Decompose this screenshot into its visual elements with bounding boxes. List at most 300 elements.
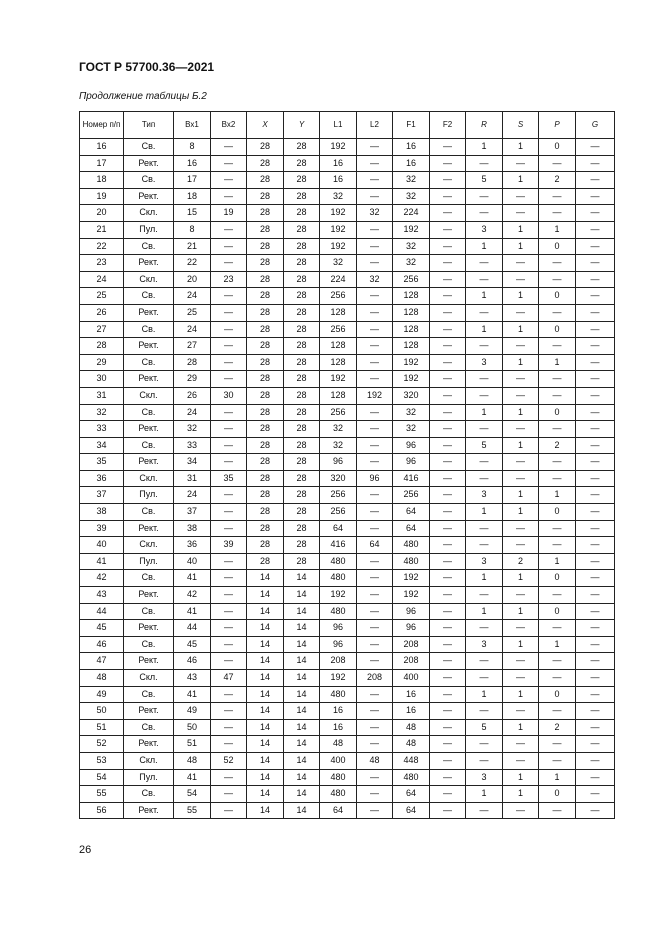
- table-cell: —: [503, 520, 539, 537]
- table-cell: 14: [284, 653, 320, 670]
- table-cell: —: [576, 686, 615, 703]
- table-cell: —: [576, 304, 615, 321]
- table-cell: 1: [503, 636, 539, 653]
- table-cell: 16: [393, 703, 430, 720]
- table-row: [80, 769, 615, 786]
- table-cell: Рект.: [124, 304, 174, 321]
- table-cell: —: [211, 255, 247, 272]
- table-cell: —: [211, 221, 247, 238]
- table-cell: —: [466, 371, 503, 388]
- table-cell: 21: [174, 238, 211, 255]
- table-cell: 28: [247, 454, 284, 471]
- table-cell: —: [357, 587, 393, 604]
- table-row: [80, 686, 615, 703]
- table-cell: —: [430, 636, 466, 653]
- table-row: [80, 288, 615, 305]
- table-cell: —: [430, 719, 466, 736]
- table-cell: —: [539, 155, 576, 172]
- table-cell: 28: [284, 371, 320, 388]
- column-header: R: [466, 112, 503, 139]
- table-cell: 28: [284, 470, 320, 487]
- table-cell: Скл.: [124, 537, 174, 554]
- table-cell: 1: [466, 570, 503, 587]
- table-cell: 14: [284, 686, 320, 703]
- table-cell: —: [430, 387, 466, 404]
- table-cell: —: [430, 752, 466, 769]
- table-cell: —: [576, 636, 615, 653]
- table-cell: 1: [503, 288, 539, 305]
- table-cell: —: [211, 786, 247, 803]
- table-cell: 27: [80, 321, 124, 338]
- table-cell: 1: [503, 504, 539, 521]
- table-cell: 50: [80, 703, 124, 720]
- table-cell: 14: [284, 786, 320, 803]
- table-cell: 1: [539, 487, 576, 504]
- table-cell: 2: [503, 553, 539, 570]
- table-cell: —: [503, 587, 539, 604]
- table-cell: —: [503, 802, 539, 819]
- table-cell: —: [211, 188, 247, 205]
- table-cell: 64: [393, 786, 430, 803]
- column-header: Bx1: [174, 112, 211, 139]
- table-cell: 14: [247, 620, 284, 637]
- table-cell: 480: [320, 603, 357, 620]
- table-cell: 36: [80, 470, 124, 487]
- table-cell: —: [357, 338, 393, 355]
- table-cell: —: [466, 537, 503, 554]
- table-cell: —: [503, 188, 539, 205]
- table-cell: Скл.: [124, 271, 174, 288]
- table-cell: —: [466, 587, 503, 604]
- table-cell: 28: [284, 553, 320, 570]
- table-cell: 1: [466, 139, 503, 156]
- table-cell: 38: [80, 504, 124, 521]
- table-cell: —: [357, 620, 393, 637]
- table-cell: —: [576, 653, 615, 670]
- table-row: [80, 603, 615, 620]
- table-cell: 16: [393, 155, 430, 172]
- table-cell: —: [357, 653, 393, 670]
- table-cell: 14: [247, 703, 284, 720]
- table-cell: 28: [247, 470, 284, 487]
- table-cell: 30: [211, 387, 247, 404]
- table-cell: —: [466, 752, 503, 769]
- table-cell: 44: [80, 603, 124, 620]
- table-cell: Св.: [124, 603, 174, 620]
- table-cell: Св.: [124, 437, 174, 454]
- column-header: G: [576, 112, 615, 139]
- table-cell: 32: [393, 172, 430, 189]
- table-cell: 0: [539, 139, 576, 156]
- column-header: P: [539, 112, 576, 139]
- table-cell: Св.: [124, 504, 174, 521]
- table-cell: —: [357, 487, 393, 504]
- table-cell: 256: [320, 404, 357, 421]
- table-cell: 208: [320, 653, 357, 670]
- table-cell: 480: [393, 537, 430, 554]
- table-cell: 28: [284, 221, 320, 238]
- table-cell: —: [430, 304, 466, 321]
- table-cell: 28: [247, 354, 284, 371]
- table-cell: 256: [320, 321, 357, 338]
- table-cell: 0: [539, 288, 576, 305]
- table-cell: 14: [247, 752, 284, 769]
- table-cell: 28: [284, 288, 320, 305]
- table-cell: 16: [320, 719, 357, 736]
- table-cell: —: [357, 255, 393, 272]
- table-cell: —: [576, 404, 615, 421]
- table-cell: 22: [174, 255, 211, 272]
- table-cell: 28: [174, 354, 211, 371]
- table-cell: 1: [466, 288, 503, 305]
- table-cell: —: [466, 520, 503, 537]
- table-cell: 23: [80, 255, 124, 272]
- table-cell: —: [539, 520, 576, 537]
- table-cell: 28: [284, 454, 320, 471]
- table-cell: 3: [466, 769, 503, 786]
- table-cell: 1: [503, 354, 539, 371]
- table-cell: 14: [247, 636, 284, 653]
- table-cell: 28: [247, 205, 284, 222]
- table-cell: —: [357, 139, 393, 156]
- table-cell: 14: [284, 587, 320, 604]
- table-cell: 29: [174, 371, 211, 388]
- table-cell: —: [539, 670, 576, 687]
- table-header-row: [80, 112, 615, 139]
- table-cell: Рект.: [124, 520, 174, 537]
- table-cell: Св.: [124, 354, 174, 371]
- table-cell: 28: [284, 520, 320, 537]
- table-cell: Св.: [124, 686, 174, 703]
- table-cell: 192: [320, 670, 357, 687]
- table-cell: Пул.: [124, 221, 174, 238]
- table-cell: Св.: [124, 636, 174, 653]
- table-cell: —: [576, 139, 615, 156]
- table-row: [80, 736, 615, 753]
- table-cell: 256: [320, 487, 357, 504]
- table-cell: 41: [174, 686, 211, 703]
- table-cell: —: [430, 139, 466, 156]
- column-header: Номер п/п: [80, 112, 124, 139]
- table-cell: 0: [539, 786, 576, 803]
- table-cell: —: [503, 271, 539, 288]
- table-cell: —: [430, 786, 466, 803]
- table-cell: 192: [320, 221, 357, 238]
- table-cell: —: [576, 786, 615, 803]
- table-cell: 20: [80, 205, 124, 222]
- table-cell: —: [503, 387, 539, 404]
- table-cell: —: [466, 155, 503, 172]
- table-cell: 48: [80, 670, 124, 687]
- table-cell: 128: [320, 387, 357, 404]
- table-cell: 480: [320, 686, 357, 703]
- table-cell: 1: [503, 221, 539, 238]
- table-cell: —: [430, 537, 466, 554]
- table-cell: 64: [320, 802, 357, 819]
- table-cell: 28: [247, 338, 284, 355]
- table-cell: —: [430, 703, 466, 720]
- table-cell: 3: [466, 354, 503, 371]
- table-cell: —: [211, 570, 247, 587]
- table-cell: —: [466, 255, 503, 272]
- table-cell: 50: [174, 719, 211, 736]
- table-cell: 256: [320, 504, 357, 521]
- table-cell: 24: [80, 271, 124, 288]
- table-cell: 14: [247, 769, 284, 786]
- table-cell: —: [466, 421, 503, 438]
- table-cell: —: [539, 752, 576, 769]
- table-cell: 28: [247, 155, 284, 172]
- table-cell: 192: [320, 587, 357, 604]
- table-cell: 22: [80, 238, 124, 255]
- table-row: [80, 570, 615, 587]
- table-cell: 1: [503, 603, 539, 620]
- table-cell: 480: [320, 570, 357, 587]
- column-header: L1: [320, 112, 357, 139]
- table-cell: —: [357, 736, 393, 753]
- table-cell: —: [211, 553, 247, 570]
- column-header: Bx2: [211, 112, 247, 139]
- table-cell: 48: [357, 752, 393, 769]
- table-cell: 40: [80, 537, 124, 554]
- table-cell: 48: [174, 752, 211, 769]
- table-cell: —: [503, 338, 539, 355]
- table-cell: —: [466, 670, 503, 687]
- table-cell: Рект.: [124, 587, 174, 604]
- table-cell: —: [357, 221, 393, 238]
- table-cell: 32: [174, 421, 211, 438]
- table-cell: —: [576, 188, 615, 205]
- table-cell: 14: [284, 636, 320, 653]
- table-cell: 96: [320, 620, 357, 637]
- table-cell: 0: [539, 321, 576, 338]
- table-cell: 1: [503, 570, 539, 587]
- table-cell: 31: [174, 470, 211, 487]
- table-cell: —: [430, 802, 466, 819]
- table-cell: 0: [539, 404, 576, 421]
- table-cell: 16: [320, 155, 357, 172]
- table-row: [80, 487, 615, 504]
- table-cell: 256: [393, 487, 430, 504]
- table-cell: Рект.: [124, 620, 174, 637]
- table-cell: 25: [80, 288, 124, 305]
- table-row: [80, 321, 615, 338]
- table-cell: Рект.: [124, 703, 174, 720]
- table-cell: 192: [320, 139, 357, 156]
- table-cell: —: [211, 802, 247, 819]
- table-cell: 64: [393, 504, 430, 521]
- table-cell: —: [430, 238, 466, 255]
- table-cell: —: [539, 188, 576, 205]
- table-cell: 43: [80, 587, 124, 604]
- table-cell: 51: [174, 736, 211, 753]
- table-cell: Св.: [124, 404, 174, 421]
- table-row: [80, 139, 615, 156]
- table-cell: —: [211, 686, 247, 703]
- table-cell: —: [539, 271, 576, 288]
- table-cell: 1: [503, 139, 539, 156]
- table-cell: —: [430, 404, 466, 421]
- table-cell: —: [430, 653, 466, 670]
- table-cell: 16: [393, 686, 430, 703]
- table-cell: Рект.: [124, 736, 174, 753]
- table-cell: 192: [357, 387, 393, 404]
- table-row: [80, 620, 615, 637]
- table-cell: 28: [284, 304, 320, 321]
- table-cell: —: [211, 620, 247, 637]
- column-header: F2: [430, 112, 466, 139]
- table-cell: —: [576, 205, 615, 222]
- table-cell: —: [211, 238, 247, 255]
- table-cell: 2: [539, 172, 576, 189]
- table-cell: 28: [247, 188, 284, 205]
- table-cell: 28: [284, 238, 320, 255]
- table-cell: 16: [320, 172, 357, 189]
- table-cell: —: [576, 321, 615, 338]
- table-row: [80, 238, 615, 255]
- table-cell: 208: [393, 636, 430, 653]
- table-cell: 400: [320, 752, 357, 769]
- table-cell: 1: [466, 686, 503, 703]
- table-cell: 8: [174, 221, 211, 238]
- table-cell: 42: [174, 587, 211, 604]
- table-cell: 49: [174, 703, 211, 720]
- table-cell: 1: [466, 321, 503, 338]
- table-cell: 0: [539, 238, 576, 255]
- table-cell: —: [357, 188, 393, 205]
- table-cell: —: [357, 437, 393, 454]
- table-cell: 192: [393, 587, 430, 604]
- table-cell: —: [430, 470, 466, 487]
- table-cell: —: [430, 255, 466, 272]
- table-row: [80, 271, 615, 288]
- table-cell: —: [211, 520, 247, 537]
- table-cell: 28: [247, 304, 284, 321]
- table-cell: 32: [80, 404, 124, 421]
- table-cell: Рект.: [124, 188, 174, 205]
- table-cell: —: [430, 338, 466, 355]
- table-cell: 32: [357, 271, 393, 288]
- table-cell: 64: [393, 802, 430, 819]
- table-cell: 1: [466, 786, 503, 803]
- table-cell: 34: [174, 454, 211, 471]
- table-cell: —: [211, 155, 247, 172]
- table-cell: 45: [80, 620, 124, 637]
- table-cell: —: [466, 205, 503, 222]
- table-cell: —: [211, 736, 247, 753]
- table-cell: —: [430, 371, 466, 388]
- table-cell: 32: [320, 255, 357, 272]
- table-row: [80, 255, 615, 272]
- table-cell: 33: [80, 421, 124, 438]
- table-cell: Рект.: [124, 421, 174, 438]
- table-cell: —: [357, 504, 393, 521]
- table-cell: 19: [211, 205, 247, 222]
- table-cell: —: [430, 155, 466, 172]
- table-cell: 45: [174, 636, 211, 653]
- table-cell: 29: [80, 354, 124, 371]
- table-cell: Скл.: [124, 670, 174, 687]
- table-caption: Продолжение таблицы Б.2: [79, 91, 207, 102]
- document-code: ГОСТ Р 57700.36—2021: [79, 60, 215, 74]
- table-cell: —: [576, 288, 615, 305]
- table-cell: 480: [393, 769, 430, 786]
- data-table: [79, 111, 615, 819]
- table-row: [80, 670, 615, 687]
- page-number: 26: [79, 844, 92, 856]
- table-cell: 28: [284, 205, 320, 222]
- table-cell: —: [503, 752, 539, 769]
- table-row: [80, 587, 615, 604]
- table-cell: —: [357, 802, 393, 819]
- table-cell: 192: [393, 570, 430, 587]
- table-cell: 28: [247, 238, 284, 255]
- table-cell: —: [576, 221, 615, 238]
- table-cell: 14: [247, 653, 284, 670]
- table-cell: 32: [393, 238, 430, 255]
- table-cell: 24: [174, 321, 211, 338]
- table-row: [80, 786, 615, 803]
- table-cell: 28: [247, 404, 284, 421]
- table-cell: 14: [284, 570, 320, 587]
- table-cell: Св.: [124, 570, 174, 587]
- table-cell: Рект.: [124, 653, 174, 670]
- table-cell: 1: [539, 769, 576, 786]
- table-cell: —: [430, 603, 466, 620]
- table-cell: 48: [320, 736, 357, 753]
- table-cell: —: [576, 553, 615, 570]
- table-cell: 14: [284, 752, 320, 769]
- table-cell: —: [466, 653, 503, 670]
- table-cell: 47: [80, 653, 124, 670]
- table-cell: —: [503, 670, 539, 687]
- column-header: Y: [284, 112, 320, 139]
- table-cell: —: [357, 155, 393, 172]
- table-cell: 47: [211, 670, 247, 687]
- column-header: X: [247, 112, 284, 139]
- table-cell: 64: [320, 520, 357, 537]
- table-cell: —: [466, 188, 503, 205]
- table-cell: 37: [80, 487, 124, 504]
- table-row: [80, 437, 615, 454]
- table-cell: 5: [466, 437, 503, 454]
- table-row: [80, 421, 615, 438]
- table-cell: Скл.: [124, 205, 174, 222]
- table-cell: 16: [80, 139, 124, 156]
- table-cell: Св.: [124, 288, 174, 305]
- table-cell: 480: [320, 553, 357, 570]
- table-cell: 17: [174, 172, 211, 189]
- table-cell: 28: [284, 139, 320, 156]
- table-cell: —: [539, 371, 576, 388]
- table-cell: —: [357, 288, 393, 305]
- table-cell: 320: [320, 470, 357, 487]
- table-cell: 23: [211, 271, 247, 288]
- table-cell: —: [211, 371, 247, 388]
- table-cell: —: [539, 736, 576, 753]
- table-cell: 1: [503, 487, 539, 504]
- table-cell: —: [211, 421, 247, 438]
- table-cell: —: [211, 719, 247, 736]
- table-cell: 17: [80, 155, 124, 172]
- table-cell: —: [539, 338, 576, 355]
- table-cell: —: [430, 487, 466, 504]
- table-row: [80, 354, 615, 371]
- table-cell: —: [211, 487, 247, 504]
- table-cell: 0: [539, 686, 576, 703]
- table-cell: 28: [284, 504, 320, 521]
- table-cell: —: [466, 470, 503, 487]
